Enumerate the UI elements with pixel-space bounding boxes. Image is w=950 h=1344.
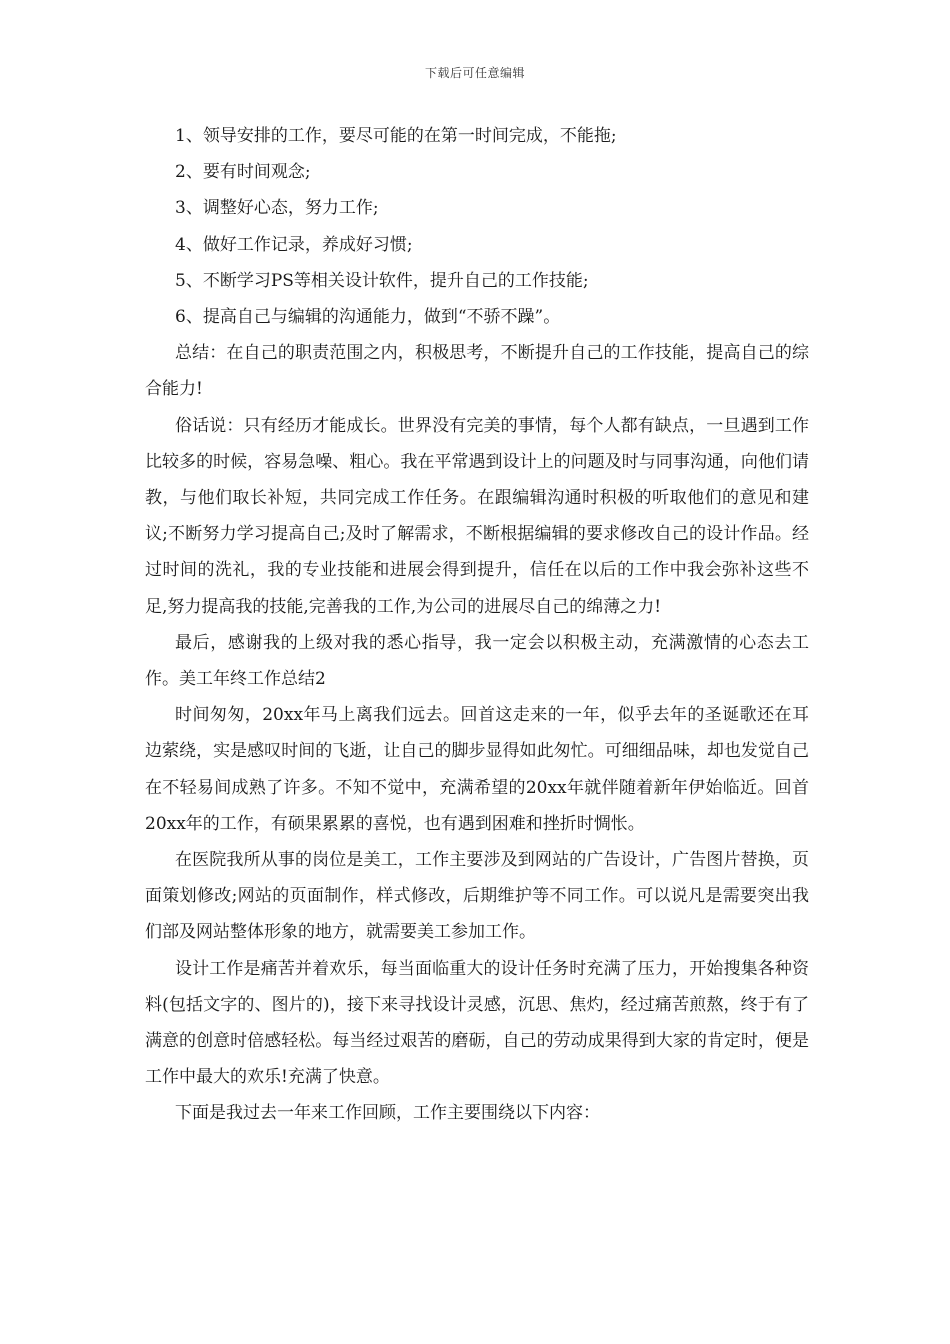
summary-paragraph: 总结：在自己的职责范围之内，积极思考，不断提升自己的工作技能，提高自己的综合能力!: [145, 343, 809, 400]
list-item-5: 5、不断学习PS等相关设计软件，提升自己的工作技能;: [175, 270, 589, 291]
document-body: [145, 118, 809, 1132]
body-paragraph: 设计工作是痛苦并着欢乐，每当面临重大的设计任务时充满了压力，开始搜集各种资料(包括文字的、图片的)，接下来寻找设计灵感，沉思、焦灼，经过痛苦煎熬，终于有了满意的创意时倍感轻松。每当经过艰苦的磨砺，自己的劳动成果得到大家的肯定时，便是工作中最大的欢乐!充满了快意。: [145, 958, 809, 1088]
list-item-3: 3、调整好心态，努力工作;: [175, 198, 379, 219]
list-item-6: 6、提高自己与编辑的沟通能力，做到“不骄不躁”。: [175, 307, 561, 328]
body-paragraph: 时间匆匆，20xx年马上离我们远去。回首这走来的一年，似乎去年的圣诞歌还在耳边萦绕，实是感叹时间的飞逝，让自己的脚步显得如此匆忙。可细细品味，却也发觉自己在不轻易间成熟了许多。不知不觉中，充满希望的20xx年就伴随着新年伊始临近。回首20xx年的工作，有硕果累累的喜悦，也有遇到困难和挫折时惆怅。: [145, 705, 809, 834]
list-item-1: 1、领导安排的工作，要尽可能的在第一时间完成，不能拖;: [175, 126, 617, 146]
body-paragraph: 最后，感谢我的上级对我的悉心指导，我一定会以积极主动，充满激情的心态去工作。美工年终工作总结2: [145, 632, 809, 690]
body-paragraph: 下面是我过去一年来工作回顾，工作主要围绕以下内容：: [175, 1103, 600, 1124]
page-header: 下载后可任意编辑: [424, 66, 525, 80]
list-item-2: 2、要有时间观念;: [175, 162, 311, 183]
body-paragraph: 俗话说：只有经历才能成长。世界没有完美的事情，每个人都有缺点，一旦遇到工作比较多的时候，容易急噪、粗心。我在平常遇到设计上的问题及时与同事沟通，向他们请教，与他们取长补短，共同完成工作任务。在跟编辑沟通时积极的听取他们的意见和建议;不断努力学习提高自己;及时了解需求，不断根据编辑的要求修改自己的设计作品。经过时间的洗礼，我的专业技能和进展会得到提升，信任在以后的工作中我会弥补这些不足,努力提高我的技能,完善我的工作,为公司的进展尽自己的绵薄之力!: [145, 415, 809, 617]
body-paragraph: 在医院我所从事的岗位是美工，工作主要涉及到网站的广告设计，广告图片替换，页面策划修改;网站的页面制作，样式修改，后期维护等不同工作。可以说凡是需要突出我们部及网站整体形象的地方，就需要美工参加工作。: [145, 850, 809, 943]
list-item-4: 4、做好工作记录，养成好习惯;: [175, 234, 413, 255]
